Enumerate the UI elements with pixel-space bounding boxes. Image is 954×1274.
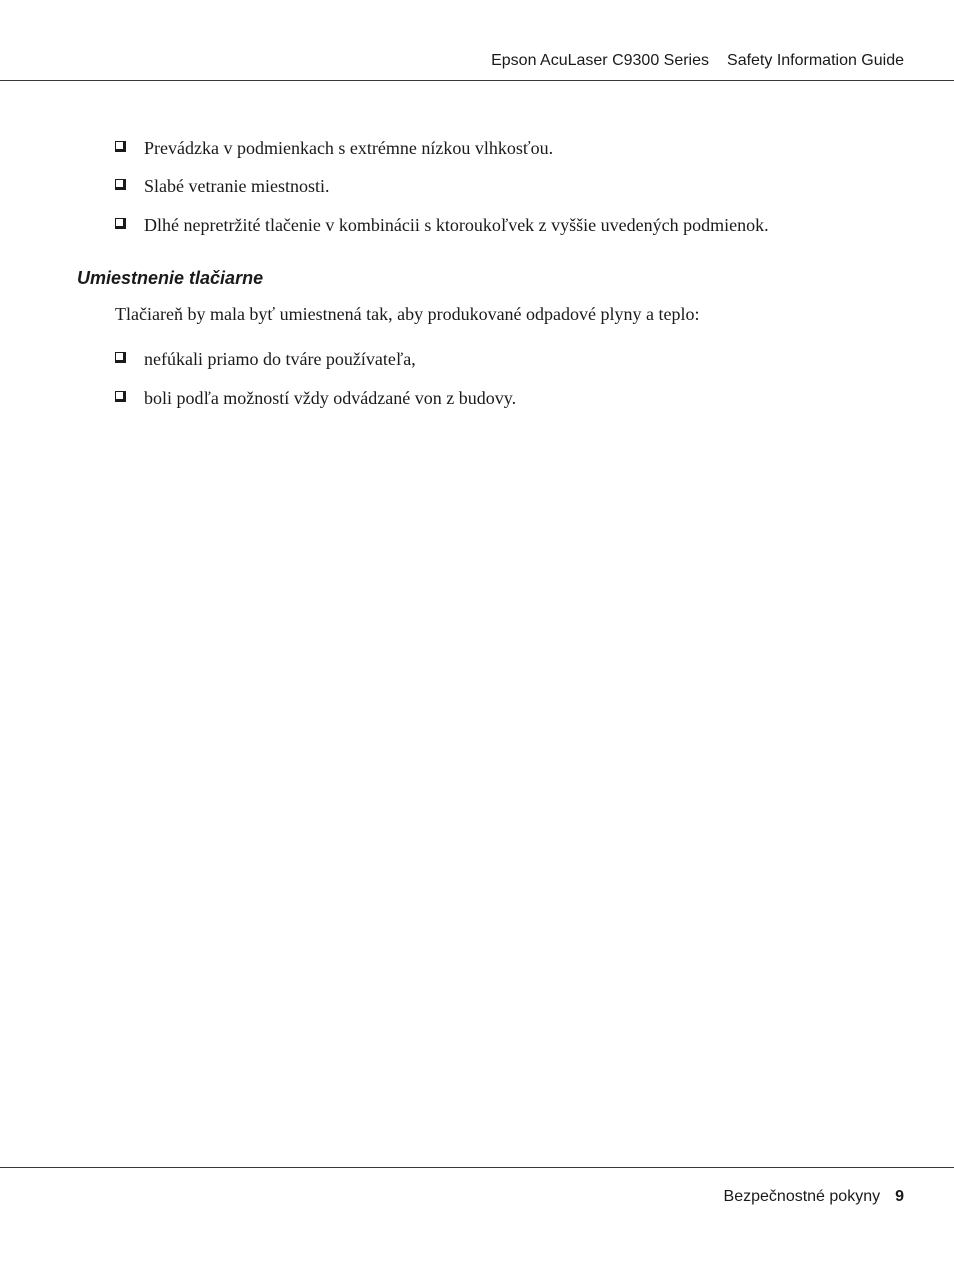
list-item bbox=[115, 137, 769, 159]
checkbox-bullet-icon bbox=[115, 218, 126, 229]
list-item bbox=[115, 348, 516, 370]
page-number: 9 bbox=[895, 1188, 904, 1205]
placement-list bbox=[115, 348, 516, 409]
header-product-name: Epson AcuLaser C9300 Series bbox=[491, 52, 710, 69]
footer-rule bbox=[0, 1167, 954, 1168]
list-item-text: boli podľa možností vždy odvádzané von z budovy. bbox=[144, 388, 517, 408]
list-item bbox=[115, 387, 516, 409]
list-item-text: Dlhé nepretržité tlačenie v kombinácii s ktoroukoľvek z vyššie uvedených podmienok. bbox=[144, 215, 769, 235]
list-item-text: Prevádzka v podmienkach s extrémne nízkou vlhkosťou. bbox=[144, 138, 554, 158]
checkbox-bullet-icon bbox=[115, 352, 126, 363]
checkbox-bullet-icon bbox=[115, 391, 126, 402]
checkbox-bullet-icon bbox=[115, 141, 126, 152]
page-header bbox=[0, 0, 954, 81]
section-intro-paragraph: Tlačiareň by mala byť umiestnená tak, aby produkované odpadové plyny a teplo: bbox=[115, 304, 700, 324]
list-item bbox=[115, 175, 769, 197]
header-text bbox=[491, 51, 904, 71]
list-item-text: nefúkali priamo do tváre používateľa, bbox=[144, 349, 416, 369]
list-item bbox=[115, 214, 769, 236]
section-heading: Umiestnenie tlačiarne bbox=[77, 268, 264, 288]
list-item-text: Slabé vetranie miestnosti. bbox=[144, 176, 330, 196]
checkbox-bullet-icon bbox=[115, 179, 126, 190]
footer-chapter-title: Bezpečnostné pokyny bbox=[723, 1188, 881, 1205]
header-guide-title: Safety Information Guide bbox=[727, 52, 904, 69]
conditions-list bbox=[115, 137, 769, 236]
page-footer bbox=[724, 1187, 904, 1207]
